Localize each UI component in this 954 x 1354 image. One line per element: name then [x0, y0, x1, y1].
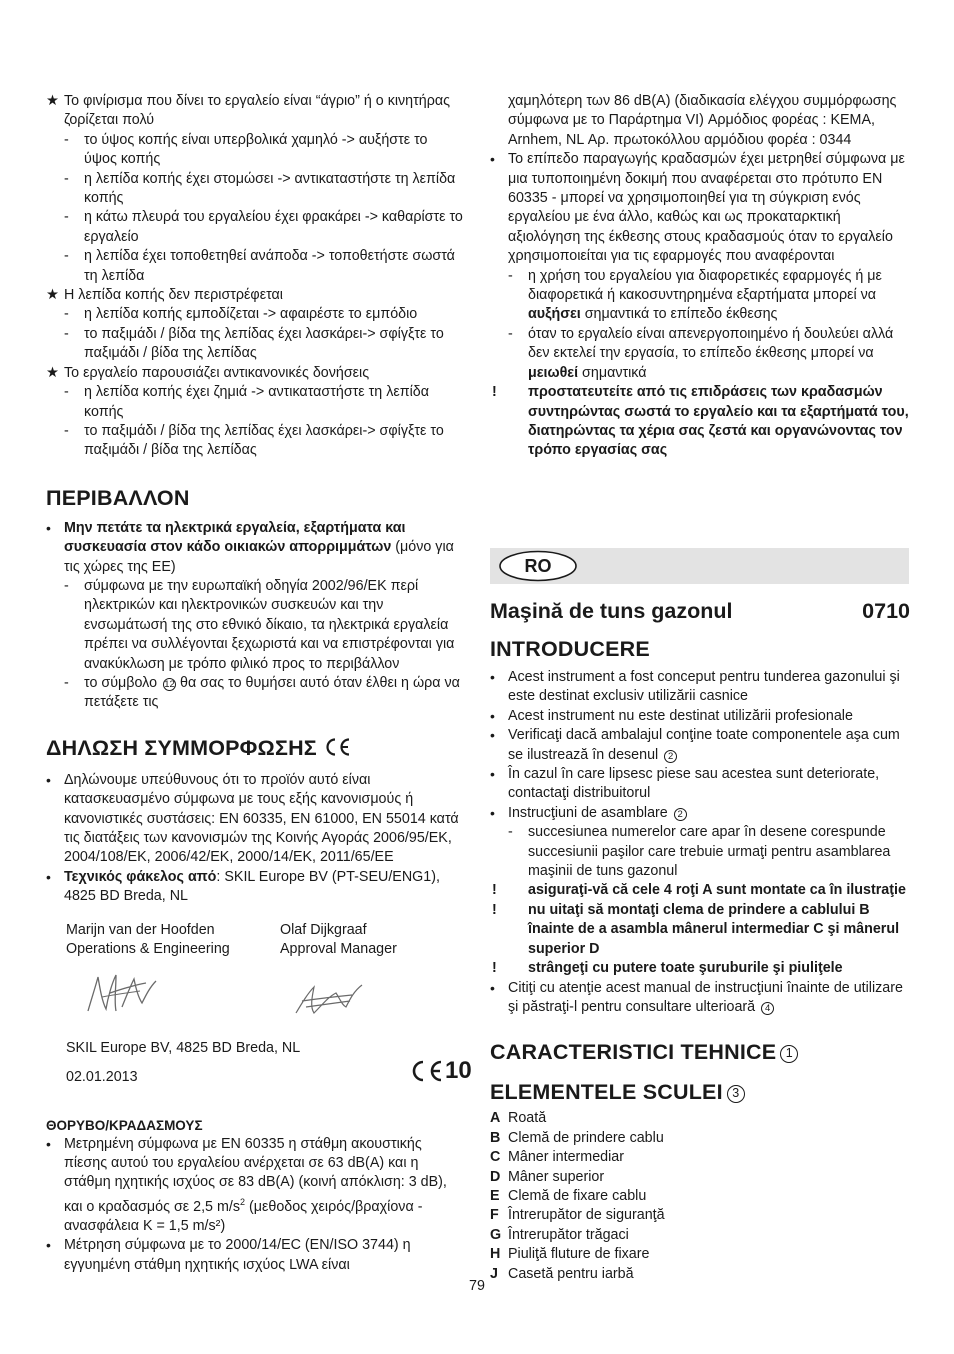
- troubleshooting-item: - η λεπίδα κοπής εμποδίζεται -> αφαιρέστε το εμπόδιο: [64, 306, 418, 323]
- troubleshooting-item: - το παξιμάδι / βίδα της λεπίδας έχει λασκάρει-> σφίγξτε το παξιμάδι / βίδα της λεπίδας: [64, 325, 444, 362]
- signer-role: Approval Manager: [280, 941, 397, 958]
- list-item: - succesiunea numerelor care apar în desene corespunde succesiunii paşilor care trebuie urmaţi pentru asamblarea maşinii de tuns gazonul: [508, 824, 891, 880]
- declaration-section: [46, 771, 464, 907]
- list-item: • Το επίπεδο παραγωγής κραδασμών έχει μετρηθεί σύμφωνα με μια τυποποιημένη δοκιμή που αναφέρεται στο πρότυπο EN 60335 - μπορεί να χρησιμοποιηθεί για τη σύγκριση ενός εργαλείου με ένα άλλο, καθώς και ως προκαταρκτική αξιολόγηση της έκθεσης στους κραδασμούς όταν το εργαλείο χρησιμοποιείται για τις εφαρμογές που αναφέρονται: [490, 151, 905, 265]
- list-item: • Instrucţiuni de asamblare 2: [490, 804, 910, 823]
- signer-role: Operations & Engineering: [66, 941, 230, 958]
- right-column: [490, 92, 910, 461]
- list-item: • Μην πετάτε τα ηλεκτρικά εργαλεία, εξαρτήματα και συσκευασία στον κάδο οικιακών απορριμμάτων (μόνο για τις χώρες της ΕΕ): [46, 519, 454, 575]
- environment-title: ΠΕΡΙΒΑΛΛΟΝ: [46, 485, 190, 510]
- element-legend-item: E Clemă de fixare cablu: [490, 1187, 647, 1204]
- troubleshooting-item: - η λεπίδα έχει τοποθετηθεί ανάποδα -> τοποθετήστε σωστά τη λεπίδα: [64, 248, 455, 284]
- troubleshooting-item: - η κάτω πλευρά του εργαλείου έχει φρακάρει -> καθαρίστε το εργαλείο: [64, 209, 463, 245]
- ce-mark-icon: [323, 737, 351, 757]
- element-legend-item: H Piuliţă fluture de fixare: [490, 1246, 650, 1263]
- language-bar: [490, 548, 909, 584]
- figure-ref: 12: [164, 678, 175, 690]
- page-number: 79: [469, 1278, 485, 1294]
- list-item: • Μετρημένη σύμφωνα με EN 60335 η στάθμη ακουστικής πίεσης αυτού του εργαλείου ανέρχεται σε 63 dB(A) και η στάθμη ηχητικής ισχύος σε 83 dB(A) (κοινή απόκλιση: 3 dB), και ο κραδασμός σε 2,5 $m/s^2$ (μεθοδος χειρός/βραχίονα - ανασφάλεια K = 1,5 m/s²): [46, 1135, 447, 1235]
- element-legend-item: F Întrerupător de siguranţă: [490, 1207, 665, 1224]
- list-item: - σύμφωνα με την ευρωπαϊκή οδηγία 2002/96/ΕΚ περί ηλεκτρικών και ηλεκτρονικών συσκευών και την ενσωμάτωσή της στο εθνικό δίκαιο, τα ηλεκτρικά εργαλεία πρέπει να συλλέγονται ξεχωριστά και να επιστρέφονται για ανακύκλωση με τρόπο φιλικό προς το περιβάλλον: [64, 577, 455, 672]
- left-column: [46, 92, 472, 1275]
- declaration-date: 02.01.2013: [66, 1068, 138, 1085]
- element-legend-item: A Roată: [490, 1110, 547, 1127]
- environment-section: [46, 519, 464, 713]
- element-legend-item: D Mâner superior: [490, 1168, 605, 1185]
- signer-name: Marijn van der Hoofden: [66, 921, 215, 938]
- elements-title: ELEMENTELE SCULEI 3: [490, 1079, 910, 1105]
- list-item: • Μέτρηση σύμφωνα με το 2000/14/EC (EN/ISO 3744) η εγγυημένη στάθμη ηχητικής ισχύος LWA είναι: [46, 1237, 411, 1273]
- warning-item: ! προστατευτείτε από τις επιδράσεις των κραδασμών συντηρώντας σωστά το εργαλείο και τα εξαρτήματά του, διατηρώντας τα χέρια σας ζεστά και οργανώνοντας τον τρόπο εργασίας σας: [492, 384, 909, 459]
- list-item: - το σύμβολο 12 θα σας το θυμήσει αυτό όταν έλθει η ώρα να πετάξετε τις: [64, 674, 460, 711]
- company-address: SKIL Europe BV, 4825 BD Breda, NL: [66, 1039, 301, 1056]
- product-title: Maşină de tuns gazonul: [490, 599, 733, 623]
- troubleshooting-item: - το παξιμάδι / βίδα της λεπίδας έχει λασκάρει-> σφίγξτε το παξιμάδι / βίδα της λεπίδας: [64, 422, 444, 459]
- list-item: - η χρήση του εργαλείου για διαφορετικές εφαρμογές ή με διαφορετικά ή κακοσυντηρημένα εξαρτήματα μπορεί να αυξήσει σημαντικά το επίπεδο έκθεσης: [508, 267, 882, 323]
- element-legend-item: C Mâner intermediar: [490, 1149, 625, 1166]
- signature-image: [82, 967, 162, 1019]
- signature-block: [46, 921, 472, 1111]
- warning-item: ! nu uitaţi să montaţi clema de prindere a cablului B înainte de a asambla mânerul intermediar C şi mânerul superior D: [492, 901, 900, 957]
- list-item: • Δηλώνουμε υπεύθυνους ότι το προϊόν αυτό είναι κατασκευασμένο σύμφωνα με τους εξής κανονισμούς ή κανονιστικές συστάσεις: EN 60335, EN 61000, EN 55014 κατά τις διατάξεις των κανονισμών της Κοινής Αγοράς 2006/95/ΕΚ, 2004/108/ΕΚ, 2006/42/ΕΚ, 2000/14/ΕΚ, 2011/65/ΕΕ: [46, 771, 459, 866]
- signer-name: Olaf Dijkgraaf: [280, 921, 367, 938]
- element-legend-item: G Întrerupător trăgaci: [490, 1226, 629, 1243]
- troubleshooting-item: ★ Η λεπίδα κοπής δεν περιστρέφεται: [46, 287, 283, 304]
- product-title-row: [490, 598, 910, 624]
- troubleshooting-list: [46, 92, 464, 461]
- product-code: 0710: [862, 599, 910, 623]
- intro-title: INTRODUCERE: [490, 637, 650, 661]
- troubleshooting-item: - η λεπίδα κοπής έχει στομώσει -> αντικαταστήστε τη λεπίδα κοπής: [64, 170, 456, 207]
- tech-title: CARACTERISTICI TEHNICE 1: [490, 1039, 910, 1065]
- list-item: • Citiţi cu atenţie acest manual de instrucţiuni înainte de utilizare şi păstraţi-l pentru consultare ulterioară 4: [490, 979, 903, 1015]
- signature-image: [292, 979, 366, 1019]
- element-legend-item: B Clemă de prindere cablu: [490, 1129, 664, 1146]
- list-item: • Verificaţi dacă ambalajul conţine toate componentele aşa cum se ilustrează în desenul 2: [490, 727, 900, 763]
- troubleshooting-item: - η λεπίδα κοπής έχει ζημιά -> αντικαταστήστε τη λεπίδα κοπής: [64, 384, 429, 420]
- right-column-ro: [490, 598, 910, 1284]
- list-item: - όταν το εργαλείο είναι απενεργοποιημένο ή δουλεύει αλλά δεν εκτελεί την εργασία, το επίπεδο έκθεσης μπορεί να μειωθεί σημαντικά: [508, 325, 894, 381]
- troubleshooting-item: ★ Το εργαλείο παρουσιάζει αντικανονικές δονήσεις: [46, 364, 370, 381]
- elements-list: [490, 1109, 910, 1284]
- noise-title: ΘΟΡΥΒΟ/ΚΡΑΔΑΣΜΟΥΣ: [46, 1117, 203, 1133]
- warning-item: ! strângeţi cu putere toate şuruburile şi piuliţele: [492, 960, 843, 977]
- ce-mark-icon: [408, 1059, 444, 1083]
- list-item: • Acest instrument a fost conceput pentru tunderea gazonului şi este destinat exclusiv utilizării casnice: [490, 669, 900, 705]
- figure-ref: 2: [674, 808, 687, 821]
- warning-item: ! asiguraţi-vă că cele 4 roţi A sunt montate ca în ilustraţie: [492, 882, 906, 899]
- figure-ref: 3: [727, 1085, 745, 1103]
- list-item: • În cazul în care lipsesc piese sau acestea sunt deteriorate, contactaţi distribuitorul: [490, 766, 880, 802]
- figure-ref: 1: [780, 1045, 798, 1063]
- intro-section: [490, 668, 910, 1017]
- noise-continued: χαμηλότερη των 86 dB(A) (διαδικασία ελέγχου συμμόρφωσης σύμφωνα με το Παράρτημα VI) Αρμόδιος φορέας : KEMA, Arnhem, NL Αρ. πρωτοκόλλου αρμόδιου φορέα : 0344: [508, 93, 897, 148]
- declaration-title: ΔΗΛΩΣΗ ΣΥΜΜΟΡΦΩΣΗΣ: [46, 735, 464, 761]
- list-item: • Τεχνικός φάκελος από: SKIL Europe BV (PT-SEU/ENG1), 4825 BD Breda, NL: [46, 868, 440, 905]
- figure-ref: 2: [664, 750, 677, 763]
- noise-section: [46, 1135, 464, 1276]
- list-item: • Acest instrument nu este destinat utilizării profesionale: [490, 707, 853, 724]
- element-legend-item: J Casetă pentru iarbă: [490, 1265, 634, 1282]
- ce-year-mark: 10: [408, 1059, 472, 1083]
- troubleshooting-item: - το ύψος κοπής είναι υπερβολικά χαμηλό -> αυξήστε το ύψος κοπής: [64, 131, 428, 168]
- language-badge: RO: [498, 550, 578, 582]
- figure-ref: 4: [761, 1002, 774, 1015]
- troubleshooting-item: ★ Το φινίρισμα που δίνει το εργαλείο είναι “άγριο” ή ο κινητήρας ζορίζεται πολύ: [46, 93, 451, 129]
